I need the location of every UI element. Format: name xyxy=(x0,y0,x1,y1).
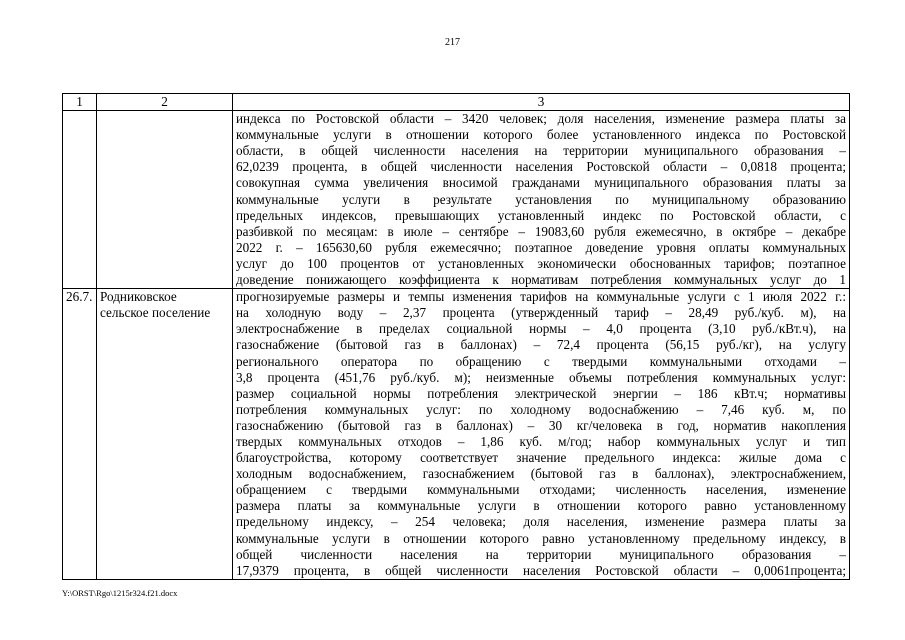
description-cell xyxy=(233,289,850,580)
file-path-footer: Y:\ORST\Rgo\1215r324.f21.docx xyxy=(62,588,178,598)
column-header-2: 2 xyxy=(97,94,233,111)
settlement-name-cell xyxy=(97,111,233,289)
table-row xyxy=(63,111,850,289)
table-header-row xyxy=(63,94,850,111)
text-line: области, в общей численности населения на территории муниципального образования – xyxy=(236,143,846,159)
page-number: 217 xyxy=(445,37,460,48)
text-line: 2022 г. – 165630,60 рубля ежемесячно; поэтапное доведение уровня оплаты коммунальных xyxy=(236,239,846,255)
text-line: 3,8 процента (451,76 руб./куб. м); неизменные объемы потребления коммунальных услуг: xyxy=(236,369,846,385)
settlement-name-cell xyxy=(97,289,233,580)
text-line: холодным водоснабжением, газоснабжением (бытовой газ в баллонах), электроснабжением, xyxy=(236,466,846,482)
text-line: 62,0239 процента, в общей численности населения Ростовской области – 0,0818 процента; xyxy=(236,159,846,175)
text-line: коммунальные услуги в отношении которого равно установленному предельному индексу, в xyxy=(236,530,846,546)
text-line: коммунальные услуги в отношении которого более установленного индекса по Ростовской xyxy=(236,127,846,143)
text-line: предельных индексов, превышающих установленный индекс по Ростовской области, с xyxy=(236,207,846,223)
settlement-name-line: сельское поселение xyxy=(100,305,211,321)
text-line: 17,9379 процента, в общей численности населения Ростовской области – 0,0061процента; xyxy=(236,562,846,578)
text-line: общей численности населения на территории муниципального образования – xyxy=(236,546,846,562)
text-line: электроснабжение в пределах социальной нормы – 4,0 процента (3,10 руб./кВт.ч), на xyxy=(236,321,846,337)
text-line: газоснабжению (бытовой газ в баллонах) – 30 кг/человека в год, норматив накопления xyxy=(236,417,846,433)
text-line: размера платы за коммунальные услуги в отношении которого равно установленному xyxy=(236,498,846,514)
text-line: предельному индексу, – 254 человека; доля населения, изменение размера платы за xyxy=(236,514,846,530)
text-line: услуг до 100 процентов от установленных экономически обоснованных тарифов; поэтапное xyxy=(236,255,846,271)
text-line: коммунальные услуги в результате установления по муниципальному образованию xyxy=(236,191,846,207)
text-line: на холодную воду – 2,37 процента (утвержденный тариф – 28,49 руб./куб. м), на xyxy=(236,305,846,321)
document-table xyxy=(62,93,850,580)
table-row xyxy=(63,289,850,580)
text-line: регионального оператора по обращению с твердыми коммунальными отходами – xyxy=(236,353,846,369)
text-line: совокупная сумма увеличения вносимой гражданами муниципального образования платы за xyxy=(236,175,846,191)
text-line: благоустройства, которому соответствует значение предельного индекса: жилые дома с xyxy=(236,450,846,466)
text-line: твердых коммунальных отходов – 1,86 куб. м/год; набор коммунальных услуг и тип xyxy=(236,433,846,449)
settlement-name-line: Родниковское xyxy=(100,289,177,305)
description-cell xyxy=(233,111,850,289)
text-line: разбивкой по месяцам: в июле – сентябре – 19083,60 рубля ежемесячно, в октябре – декабре xyxy=(236,223,846,239)
column-header-1: 1 xyxy=(63,94,97,111)
text-line: прогнозируемые размеры и темпы изменения тарифов на коммунальные услуги с 1 июля 2022 г.: xyxy=(236,289,846,305)
text-line: индекса по Ростовской области – 3420 человек; доля населения, изменение размера платы за xyxy=(236,111,846,127)
text-line: обращением с твердыми коммунальными отходами; численность населения, изменение xyxy=(236,482,846,498)
text-line: потребления коммунальных услуг: по холодному водоснабжению – 7,46 куб. м, по xyxy=(236,401,846,417)
row-number-cell: 26.7. xyxy=(63,289,97,580)
text-line: доведение понижающего коэффициента к нормативам потребления коммунальных услуг до 1 xyxy=(236,272,846,288)
row-number-cell xyxy=(63,111,97,289)
text-line: размер социальной нормы потребления электрической энергии – 186 кВт.ч; нормативы xyxy=(236,385,846,401)
column-header-3: 3 xyxy=(233,94,850,111)
text-line: газоснабжение (бытовой газ в баллонах) – 72,4 процента (56,15 руб./кг), на услугу xyxy=(236,337,846,353)
